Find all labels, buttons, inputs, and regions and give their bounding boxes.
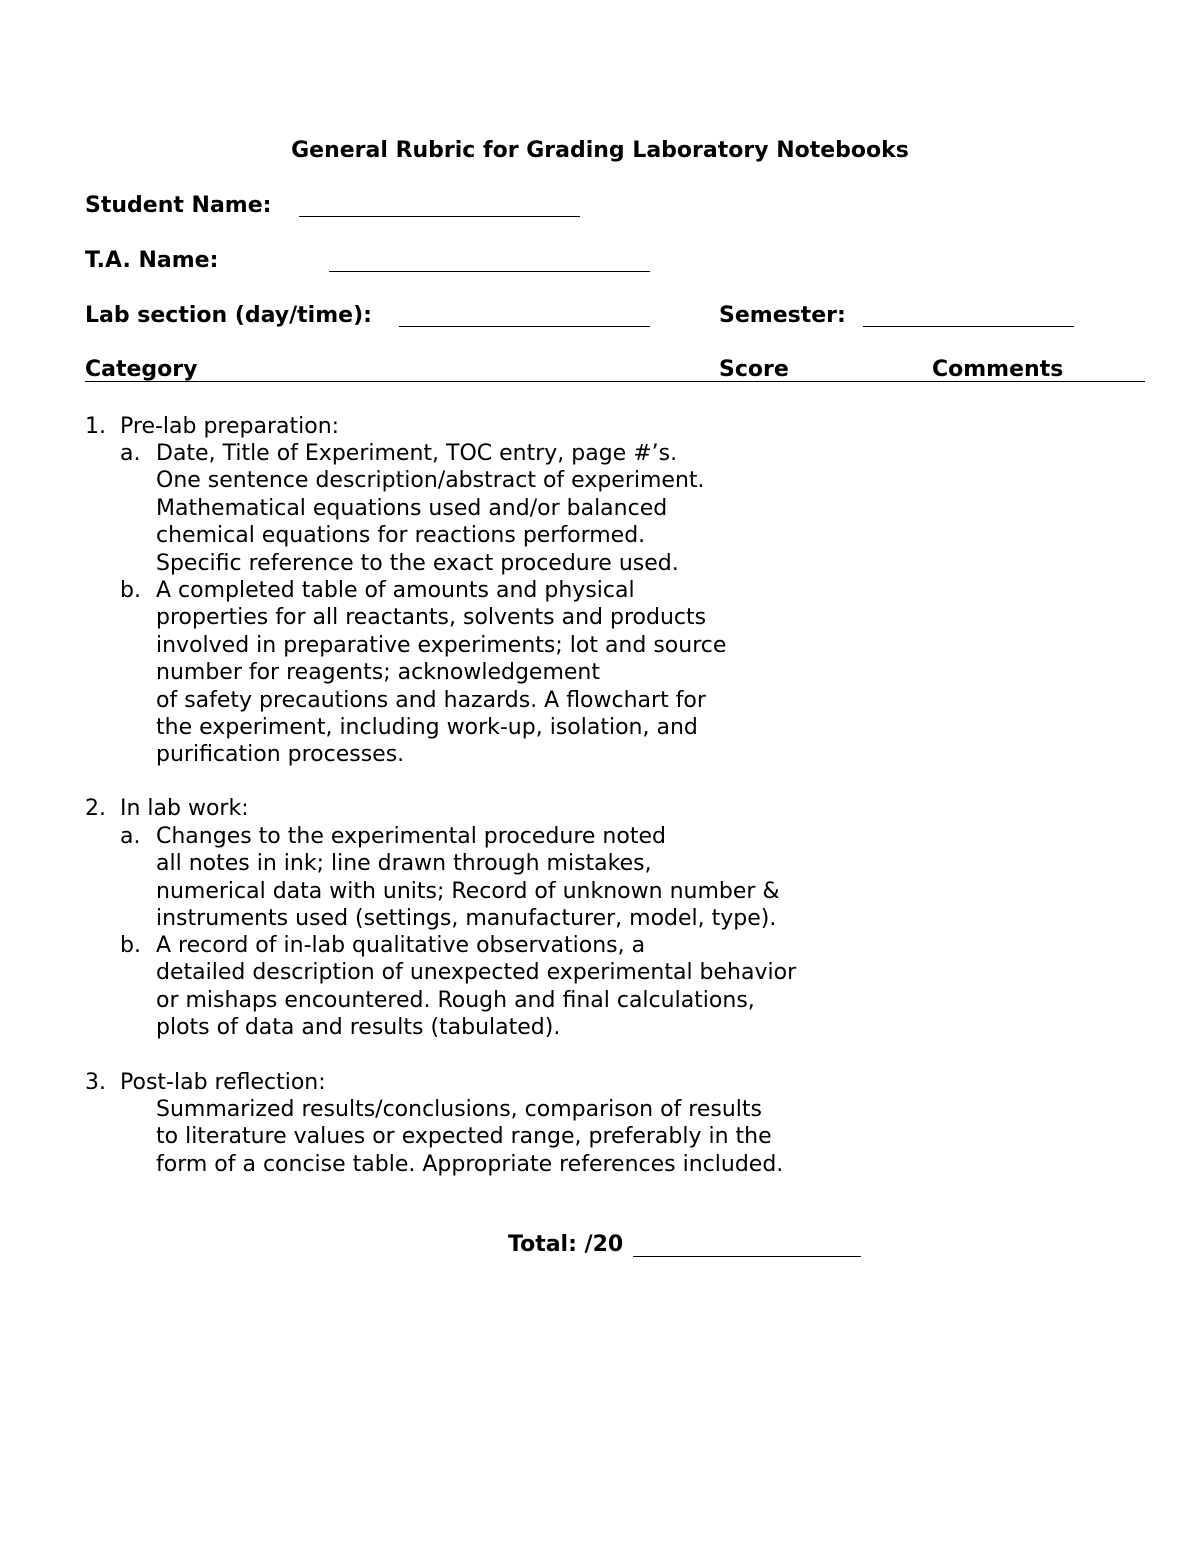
section-2a-letter: a. — [120, 824, 141, 849]
section-1b-line: number for reagents; acknowledgement — [156, 660, 600, 686]
section-2b-line: detailed description of unexpected experimental behavior — [156, 960, 797, 986]
comments-header: Comments — [932, 357, 1064, 382]
section-1b-line: properties for all reactants, solvents and products — [156, 605, 707, 631]
header-underline — [85, 381, 1145, 382]
semester-label: Semester: — [719, 303, 846, 328]
category-header: Category — [85, 357, 198, 382]
total-label: Total: /20 — [508, 1232, 624, 1257]
student-name-label: Student Name: — [85, 193, 272, 218]
section-2b-line: or mishaps encountered. Rough and final calculations, — [156, 987, 755, 1013]
section-1b-line: purification processes. — [156, 742, 405, 768]
section-1a-line: Mathematical equations used and/or balanced — [156, 495, 668, 521]
section-1b-letter: b. — [120, 578, 141, 603]
page-title: General Rubric for Grading Laboratory Notebooks — [291, 138, 909, 163]
student-name-field[interactable] — [299, 216, 580, 217]
section-1a-letter: a. — [120, 441, 141, 466]
section-2-number: 2. — [85, 796, 106, 821]
section-1a-line: chemical equations for reactions performed. — [156, 523, 646, 549]
score-header: Score — [719, 357, 789, 382]
section-2b-line: A record of in-lab qualitative observations, a — [156, 933, 646, 958]
section-1b-line: the experiment, including work-up, isolation, and — [156, 715, 698, 740]
section-3-line: Summarized results/conclusions, comparison of results — [156, 1097, 762, 1122]
section-3-line: to literature values or expected range, preferably in the — [156, 1124, 772, 1150]
section-3-number: 3. — [85, 1070, 106, 1095]
total-score-field[interactable] — [633, 1256, 861, 1257]
section-2b-letter: b. — [120, 933, 141, 958]
section-2a-line: all notes in ink; line drawn through mistakes, — [156, 851, 652, 877]
section-1-title: Pre-lab preparation: — [120, 414, 340, 439]
lab-section-field[interactable] — [399, 326, 650, 327]
semester-field[interactable] — [863, 326, 1074, 327]
section-2a-line: Changes to the experimental procedure noted — [156, 824, 666, 849]
section-1b-line: A completed table of amounts and physical — [156, 578, 635, 603]
lab-section-label: Lab section (day/time): — [85, 303, 372, 328]
section-2b-line: plots of data and results (tabulated). — [156, 1015, 561, 1041]
section-2-title: In lab work: — [120, 796, 249, 821]
section-1b-line: involved in preparative experiments; lot and source — [156, 632, 727, 658]
section-3-title: Post-lab reflection: — [120, 1070, 326, 1095]
section-1a-line: Specific reference to the exact procedure used. — [156, 550, 679, 576]
section-1a-line: One sentence description/abstract of experiment. — [156, 468, 705, 494]
section-1b-line: of safety precautions and hazards. A flowchart for — [156, 687, 706, 713]
section-3-line: form of a concise table. Appropriate references included. — [156, 1151, 784, 1177]
ta-name-field[interactable] — [329, 271, 650, 272]
section-1a-line: Date, Title of Experiment, TOC entry, page #’s. — [156, 441, 678, 466]
section-2a-line: numerical data with units; Record of unknown number & — [156, 878, 780, 904]
section-2a-line: instruments used (settings, manufacturer, model, type). — [156, 906, 777, 932]
ta-name-label: T.A. Name: — [85, 248, 219, 273]
section-1-number: 1. — [85, 414, 106, 439]
